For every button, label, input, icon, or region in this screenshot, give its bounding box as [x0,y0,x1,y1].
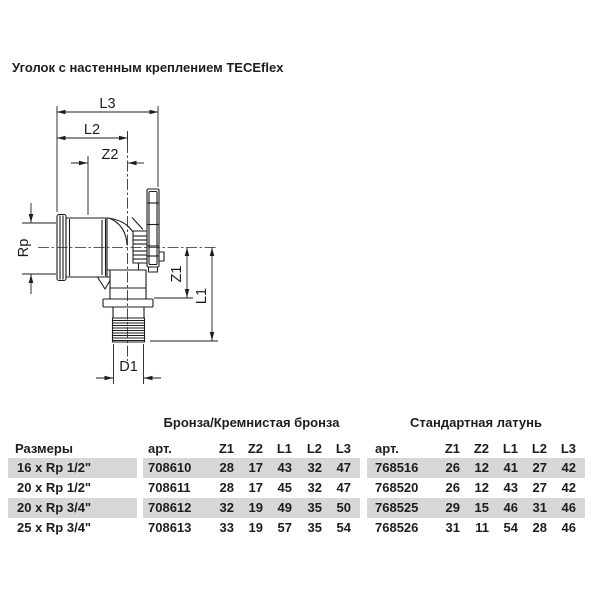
value-cell: 17 [248,460,263,475]
size-cell: 25 x Rp 3/4" [17,520,92,535]
value-cell: 17 [248,480,263,495]
value-cell: 43 [277,460,292,475]
value-cell: 27 [532,480,547,495]
col-header-z2-1: Z2 [247,441,263,456]
col-header-z1-2: Z1 [444,441,460,456]
value-cell: 27 [532,460,547,475]
value-cell: 50 [336,500,351,515]
size-cell: 16 x Rp 1/2" [17,460,92,475]
table-row [0,518,600,538]
art-number: 708613 [148,520,192,535]
group-header-bronze: Бронза/Кремнистая бронза [163,415,340,430]
col-header-z1-1: Z1 [218,441,234,456]
col-header-l3-1: L3 [335,441,351,456]
value-cell: 49 [277,500,292,515]
page-title: Уголок с настенным креплением TECEflex [12,60,284,75]
dim-label-z1: Z1 [169,265,185,283]
value-cell: 31 [532,500,547,515]
col-header-l1-1: L1 [276,441,292,456]
col-header-l2-2: L2 [531,441,547,456]
value-cell: 11 [475,520,489,535]
value-cell: 26 [445,480,460,495]
size-cell: 20 x Rp 3/4" [17,500,92,515]
col-header-sizes: Размеры [15,441,73,456]
value-cell: 28 [219,480,234,495]
value-cell: 42 [561,460,576,475]
value-cell: 19 [248,520,263,535]
value-cell: 35 [307,520,322,535]
value-cell: 57 [277,520,292,535]
value-cell: 32 [307,480,322,495]
size-cell: 20 x Rp 1/2" [17,480,92,495]
value-cell: 35 [307,500,322,515]
value-cell: 33 [219,520,234,535]
dim-label-d1: D1 [119,359,138,375]
value-cell: 29 [445,500,460,515]
value-cell: 43 [503,480,518,495]
value-cell: 54 [503,520,518,535]
art-number: 708610 [148,460,192,475]
col-header-z2-2: Z2 [473,441,489,456]
value-cell: 32 [219,500,234,515]
value-cell: 12 [474,480,489,495]
table-row [0,458,600,478]
value-cell: 41 [503,460,518,475]
art-number: 708611 [148,480,191,495]
art-number: 768525 [375,500,419,515]
value-cell: 46 [561,520,576,535]
art-number: 768526 [375,520,419,535]
col-header-l3-2: L3 [560,441,576,456]
dim-label-rp: Rp [16,238,32,258]
table-row [0,498,600,518]
col-header-l1-2: L1 [502,441,518,456]
value-cell: 46 [503,500,518,515]
table-row [0,478,600,498]
dim-label-z2: Z2 [101,147,119,163]
dim-label-l2: L2 [83,122,101,138]
value-cell: 54 [336,520,351,535]
value-cell: 32 [307,460,322,475]
col-header-art-1: арт. [148,441,172,456]
value-cell: 26 [445,460,460,475]
value-cell: 28 [219,460,234,475]
value-cell: 47 [336,480,351,495]
col-header-art-2: арт. [375,441,399,456]
value-cell: 31 [445,520,460,535]
value-cell: 45 [277,480,292,495]
value-cell: 12 [474,460,489,475]
value-cell: 47 [336,460,351,475]
value-cell: 28 [532,520,547,535]
art-number: 708612 [148,500,192,515]
dim-label-l1: L1 [194,287,210,305]
value-cell: 19 [248,500,263,515]
group-header-brass: Стандартная латунь [410,415,542,430]
art-number: 768520 [375,480,419,495]
col-header-l2-1: L2 [306,441,322,456]
value-cell: 15 [474,500,489,515]
value-cell: 42 [561,480,576,495]
art-number: 768516 [375,460,419,475]
dim-label-l3: L3 [99,96,116,112]
value-cell: 46 [561,500,576,515]
